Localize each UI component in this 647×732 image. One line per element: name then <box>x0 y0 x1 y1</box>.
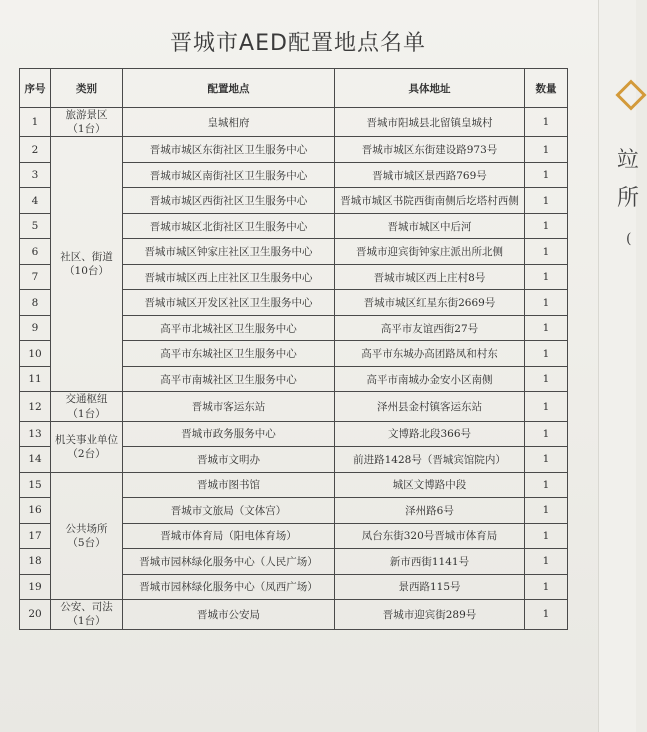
location-cell: 晋城市城区开发区社区卫生服务中心 <box>123 290 335 316</box>
seq-cell: 17 <box>20 523 51 549</box>
category-count: （5台） <box>67 536 106 549</box>
table-row <box>20 137 568 163</box>
category-cell <box>51 108 123 137</box>
adjacent-page-text: ( <box>626 231 632 247</box>
category-count: （1台） <box>67 123 106 136</box>
aed-location-table <box>19 68 568 630</box>
location-cell: 高平市东城社区卫生服务中心 <box>123 341 335 367</box>
header-address: 具体地址 <box>335 69 525 108</box>
seq-cell: 11 <box>20 366 51 392</box>
quantity-cell: 1 <box>525 498 568 524</box>
address-cell: 晋城市迎宾街289号 <box>335 600 525 629</box>
category-cell <box>51 137 123 392</box>
category-name: 公安、司法 <box>60 601 113 614</box>
quantity-cell: 1 <box>525 137 568 163</box>
address-cell: 晋城市城区景西路769号 <box>335 162 525 188</box>
seq-cell: 6 <box>20 239 51 265</box>
quantity-cell: 1 <box>525 341 568 367</box>
quantity-cell: 1 <box>525 290 568 316</box>
location-cell: 晋城市文旅局（文体宫） <box>123 498 335 524</box>
quantity-cell: 1 <box>525 315 568 341</box>
header-category: 类别 <box>51 69 123 108</box>
address-cell: 晋城市城区红星东街2669号 <box>335 290 525 316</box>
category-name: 交通枢纽 <box>65 393 108 406</box>
address-cell: 泽州县金村镇客运东站 <box>335 392 525 421</box>
address-cell: 晋城市城区中后河 <box>335 213 525 239</box>
quantity-cell: 1 <box>525 366 568 392</box>
seq-cell: 15 <box>20 472 51 498</box>
seq-cell: 14 <box>20 447 51 473</box>
seq-cell: 20 <box>20 600 51 629</box>
category-cell <box>51 421 123 472</box>
location-cell: 晋城市园林绿化服务中心（凤西广场） <box>123 574 335 600</box>
seq-cell: 8 <box>20 290 51 316</box>
location-cell: 晋城市图书馆 <box>123 472 335 498</box>
quantity-cell: 1 <box>525 600 568 629</box>
category-cell <box>51 600 123 629</box>
category-count: （10台） <box>64 265 109 278</box>
address-cell: 泽州路6号 <box>335 498 525 524</box>
location-cell: 晋城市城区西上庄社区卫生服务中心 <box>123 264 335 290</box>
seq-cell: 2 <box>20 137 51 163</box>
seq-cell: 5 <box>20 213 51 239</box>
seq-cell: 4 <box>20 188 51 214</box>
address-cell: 城区文博路中段 <box>335 472 525 498</box>
address-cell: 高平市友谊西街27号 <box>335 315 525 341</box>
table-header-row <box>20 69 568 108</box>
category-count: （1台） <box>67 615 106 628</box>
header-seq: 序号 <box>20 69 51 108</box>
table-row <box>20 472 568 498</box>
location-cell: 晋城市文明办 <box>123 447 335 473</box>
category-count: （2台） <box>67 447 106 460</box>
category-name: 机关事业单位 <box>55 433 118 446</box>
address-cell: 晋城市阳城县北留镇皇城村 <box>335 108 525 137</box>
address-cell: 景西路115号 <box>335 574 525 600</box>
header-quantity: 数量 <box>525 69 568 108</box>
seq-cell: 18 <box>20 549 51 575</box>
adjacent-page-text: 所 <box>617 186 640 211</box>
quantity-cell: 1 <box>525 239 568 265</box>
category-name: 社区、街道 <box>60 251 113 264</box>
seq-cell: 16 <box>20 498 51 524</box>
location-cell: 晋城市城区南街社区卫生服务中心 <box>123 162 335 188</box>
seq-cell: 1 <box>20 108 51 137</box>
quantity-cell: 1 <box>525 108 568 137</box>
location-cell: 晋城市城区西街社区卫生服务中心 <box>123 188 335 214</box>
quantity-cell: 1 <box>525 392 568 421</box>
quantity-cell: 1 <box>525 472 568 498</box>
quantity-cell: 1 <box>525 188 568 214</box>
table-row <box>20 600 568 629</box>
quantity-cell: 1 <box>525 523 568 549</box>
seq-cell: 9 <box>20 315 51 341</box>
seq-cell: 10 <box>20 341 51 367</box>
category-count: （1台） <box>67 407 106 420</box>
location-cell: 晋城市政务服务中心 <box>123 421 335 447</box>
seq-cell: 13 <box>20 421 51 447</box>
page-title: 晋城市AED配置地点名单 <box>170 31 426 56</box>
quantity-cell: 1 <box>525 574 568 600</box>
table-row <box>20 421 568 447</box>
table-row <box>20 108 568 137</box>
address-cell: 文博路北段366号 <box>335 421 525 447</box>
location-cell: 晋城市城区北街社区卫生服务中心 <box>123 213 335 239</box>
adjacent-page-text: 竝 <box>617 148 640 173</box>
address-cell: 晋城市城区西上庄村8号 <box>335 264 525 290</box>
category-name: 公共场所 <box>65 522 108 535</box>
quantity-cell: 1 <box>525 213 568 239</box>
quantity-cell: 1 <box>525 549 568 575</box>
category-name: 旅游景区 <box>65 109 108 121</box>
seq-cell: 7 <box>20 264 51 290</box>
address-cell: 晋城市城区书院西街南侧后圪塔村西侧 <box>335 188 525 214</box>
location-cell: 晋城市城区钟家庄社区卫生服务中心 <box>123 239 335 265</box>
seq-cell: 3 <box>20 162 51 188</box>
seq-cell: 12 <box>20 392 51 421</box>
quantity-cell: 1 <box>525 421 568 447</box>
address-cell: 前进路1428号（晋城宾馆院内） <box>335 447 525 473</box>
location-cell: 晋城市客运东站 <box>123 392 335 421</box>
header-location: 配置地点 <box>123 69 335 108</box>
category-cell <box>51 472 123 600</box>
quantity-cell: 1 <box>525 162 568 188</box>
address-cell: 晋城市城区东街建设路973号 <box>335 137 525 163</box>
address-cell: 新市西街1141号 <box>335 549 525 575</box>
table-row <box>20 392 568 421</box>
location-cell: 高平市北城社区卫生服务中心 <box>123 315 335 341</box>
address-cell: 高平市东城办高团路凤和村东 <box>335 341 525 367</box>
address-cell: 高平市南城办金安小区南侧 <box>335 366 525 392</box>
location-cell: 高平市南城社区卫生服务中心 <box>123 366 335 392</box>
location-cell: 晋城市公安局 <box>123 600 335 629</box>
location-cell: 晋城市体育局（阳电体育场） <box>123 523 335 549</box>
address-cell: 凤台东街320号晋城市体育局 <box>335 523 525 549</box>
location-cell: 皇城相府 <box>123 108 335 137</box>
seq-cell: 19 <box>20 574 51 600</box>
location-cell: 晋城市城区东街社区卫生服务中心 <box>123 137 335 163</box>
quantity-cell: 1 <box>525 264 568 290</box>
address-cell: 晋城市迎宾街钟家庄派出所北侧 <box>335 239 525 265</box>
location-cell: 晋城市园林绿化服务中心（人民广场） <box>123 549 335 575</box>
category-cell <box>51 392 123 421</box>
quantity-cell: 1 <box>525 447 568 473</box>
